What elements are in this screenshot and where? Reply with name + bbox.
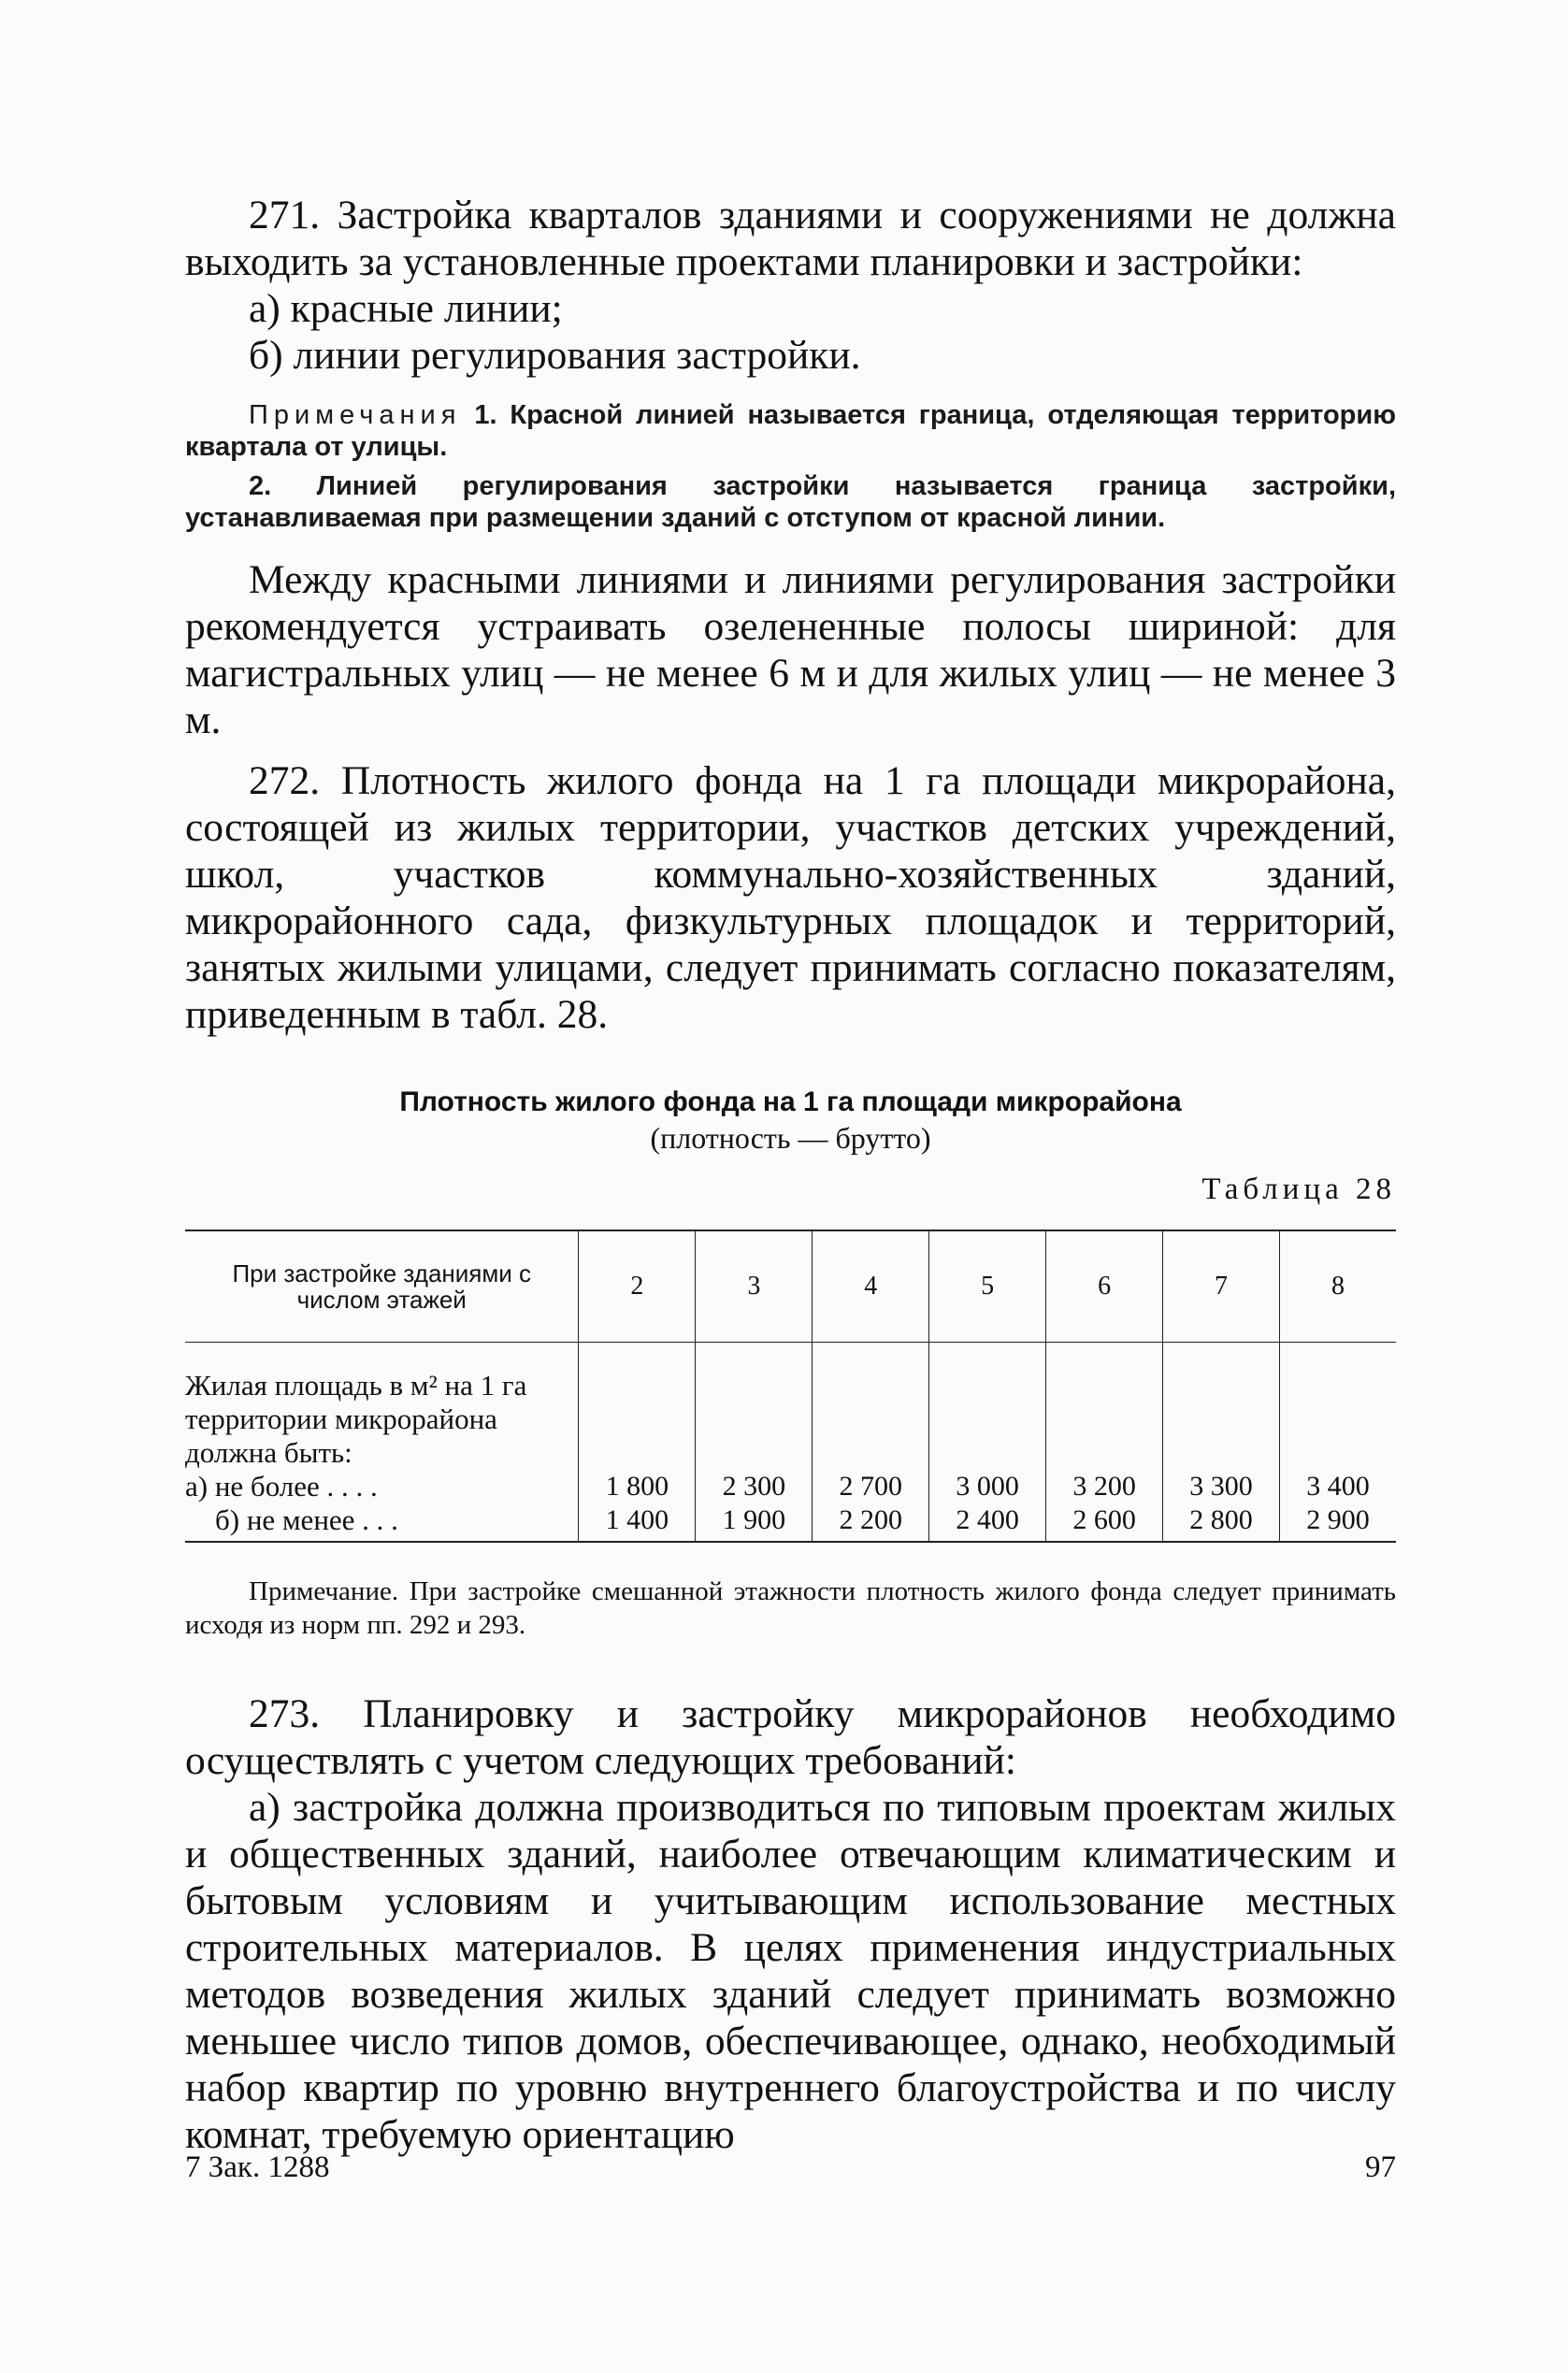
table-28-block bbox=[185, 1085, 1396, 1642]
value-cell: 3 300 2 800 bbox=[1163, 1343, 1280, 1543]
section-271 bbox=[185, 192, 1396, 743]
notes-label: Примечания bbox=[249, 400, 462, 430]
section-273 bbox=[185, 1690, 1396, 2158]
table-subtitle: (плотность — брутто) bbox=[650, 1121, 931, 1155]
table-caption bbox=[185, 1085, 1396, 1156]
list-item-a: а) красные линии; bbox=[249, 286, 563, 331]
table-header-row bbox=[185, 1230, 1396, 1343]
row-intro: Жилая площадь в м² на 1 га территории микрорайона должна быть: bbox=[185, 1369, 527, 1469]
print-order: 7 Зак. 1288 bbox=[185, 2150, 330, 2184]
header-floors: 3 bbox=[696, 1230, 813, 1343]
value-cell: 2 700 2 200 bbox=[813, 1343, 929, 1543]
row-b-label: б) не менее . . . bbox=[215, 1503, 398, 1536]
value-cell: 3 000 2 400 bbox=[929, 1343, 1046, 1543]
header-floors: 6 bbox=[1046, 1230, 1163, 1343]
list-item-b: б) линии регулирования застройки. bbox=[249, 333, 861, 378]
header-label: При застройке зданиями с числом этажей bbox=[185, 1230, 579, 1343]
section-272 bbox=[185, 757, 1396, 1038]
paragraph-green-strips: Между красными линиями и линиями регулирования застройки рекомендуется устраивать озелененные полосы шириной: для магистральных улиц — не менее 6 м и для жилых улиц — не менее 3 м. bbox=[185, 557, 1396, 742]
note-2: 2. Линией регулирования застройки называется граница застройки, устанавливаемая при размещении зданий с отступом от красной линии. bbox=[185, 471, 1396, 533]
header-floors: 4 bbox=[813, 1230, 929, 1343]
value-cell: 3 400 2 900 bbox=[1279, 1343, 1396, 1543]
page-number: 97 bbox=[1365, 2150, 1396, 2184]
row-a-label: а) не более . . . . bbox=[185, 1470, 378, 1503]
header-floors: 5 bbox=[929, 1230, 1046, 1343]
header-floors: 2 bbox=[579, 1230, 696, 1343]
table-note: Примечание. При застройке смешанной этажности плотность жилого фонда следует принимать исходя из норм пп. 292 и 293. bbox=[185, 1576, 1396, 1640]
density-table bbox=[185, 1230, 1396, 1543]
paragraph-271: 271. Застройка кварталов зданиями и сооружениями не должна выходить за установленные проектами планировки и застройки: bbox=[185, 193, 1396, 284]
table-number: Таблица 28 bbox=[1201, 1172, 1396, 1206]
row-label bbox=[185, 1343, 579, 1543]
table-body-row bbox=[185, 1343, 1396, 1543]
header-floors: 8 bbox=[1279, 1230, 1396, 1343]
value-cell: 2 300 1 900 bbox=[696, 1343, 813, 1543]
table-title: Плотность жилого фонда на 1 га площади микрорайона bbox=[399, 1086, 1182, 1117]
paragraph-273-a: а) застройка должна производиться по типовым проектам жилых и общественных зданий, наиболее отвечающим климатическим и бытовым условиям и учитывающим использование местных строительных материалов. В целях применения индустриальных методов возведения жилых зданий следует принимать возможно меньшее число типов домов, обеспечивающее, однако, необходимый набор квартир по уровню внутреннего благоустройства и по числу комнат, требуемую ориентацию bbox=[185, 1785, 1396, 2157]
note-1 bbox=[185, 399, 1396, 463]
header-floors: 7 bbox=[1163, 1230, 1280, 1343]
value-cell: 3 200 2 600 bbox=[1046, 1343, 1163, 1543]
paragraph-273: 273. Планировку и застройку микрорайонов необходимо осуществлять с учетом следующих требований: bbox=[185, 1691, 1396, 1783]
paragraph-272: 272. Плотность жилого фонда на 1 га площади микрорайона, состоящей из жилых территории, участков детских учреждений, школ, участков коммунально-хозяйственных зданий, микрорайонного сада, физкультурных площадок и территорий, занятых жилыми улицами, следует принимать согласно показателям, приведенным в табл. 28. bbox=[185, 758, 1396, 1037]
note-1-text: 1. Красной линией называется граница, отделяющая территорию квартала от улицы. bbox=[185, 400, 1396, 462]
value-cell: 1 800 1 400 bbox=[579, 1343, 696, 1543]
